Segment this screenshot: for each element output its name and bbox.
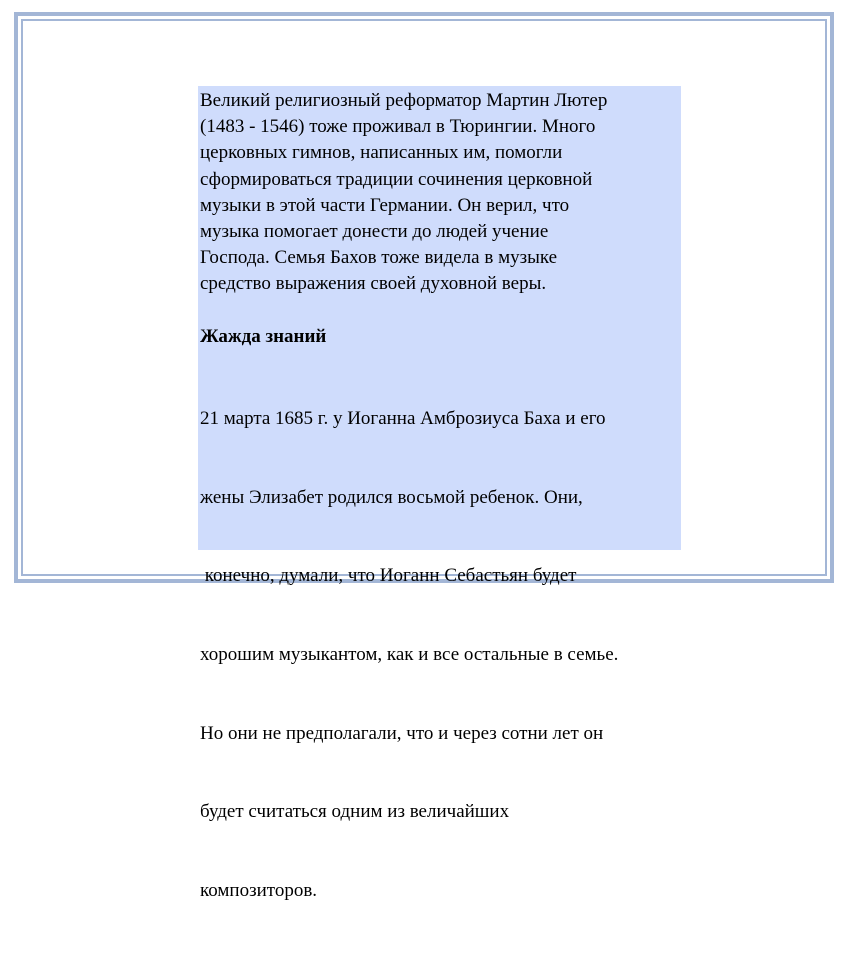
- intro-line: (1483 - 1546) тоже проживал в Тюрингии. Много: [200, 116, 596, 138]
- intro-line: Господа. Семья Бахов тоже видела в музыке: [200, 247, 558, 269]
- intro-line: сформироваться традиции сочинения церковной: [200, 168, 593, 190]
- body-line: жены Элизабет родился восьмой ребенок. Они,: [200, 486, 583, 508]
- body-line: конечно, думали, что Иоганн Себастьян будет: [200, 565, 577, 587]
- intro-line: средство выражения своей духовной веры.: [200, 273, 547, 295]
- body-line: будет считаться одним из величайших: [200, 801, 510, 823]
- intro-line: Великий религиозный реформатор Мартин Лютер: [200, 90, 608, 111]
- intro-paragraph: [200, 88, 679, 298]
- section-heading: Жажда знаний: [200, 325, 327, 347]
- body-paragraph: [200, 354, 679, 957]
- body-line: Но они не предполагали, что и через сотни лет он: [200, 722, 604, 744]
- intro-line: музыка помогает донести до людей учение: [200, 221, 549, 243]
- paragraph-gap: [200, 298, 679, 324]
- body-line: композиторов.: [200, 879, 318, 901]
- body-line: 21 марта 1685 г. у Иоганна Амброзиуса Баха и его: [200, 408, 606, 430]
- intro-line: церковных гимнов, написанных им, помогли: [200, 142, 563, 164]
- intro-line: музыки в этой части Германии. Он верил, что: [200, 194, 570, 216]
- body-line: хорошим музыкантом, как и все остальные в семье.: [200, 644, 619, 666]
- slide-text-box: [198, 86, 681, 901]
